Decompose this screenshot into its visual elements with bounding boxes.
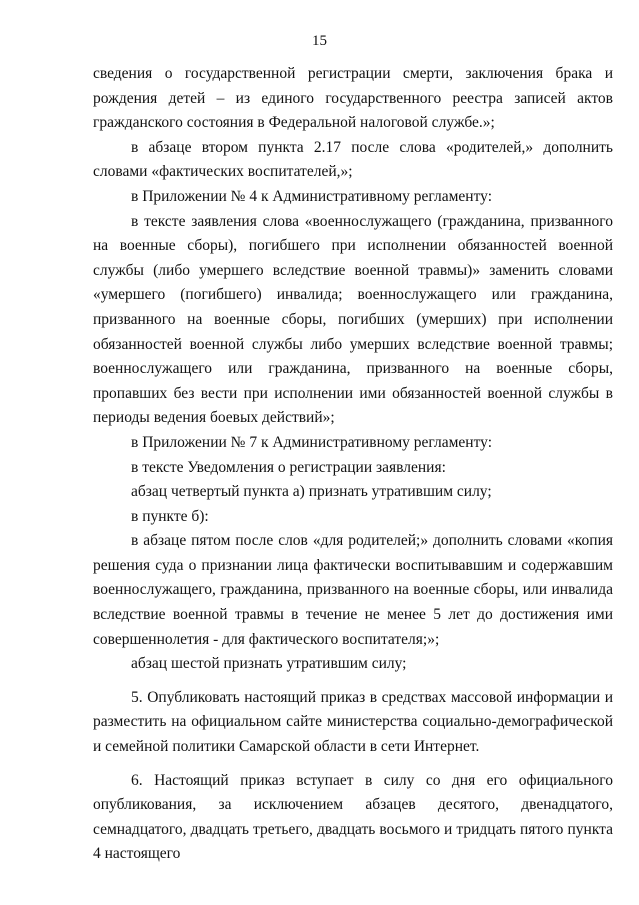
paragraph-appendix-4-application-text: в тексте заявления слова «военнослужащего (гражданина, призванного на военные сборы), погибшего при исполнении обязанностей военной службы (либо умершего вследствие военной травмы)» заменить словами «умершего (погибшего) инвалида; военнослужащего или гражданина, призванного на военные сборы, погибших (умерших) при исполнении обязанностей военной службы либо умерших вследствие военной травмы; военнослужащего или гражданина, призванного на военные сборы, пропавших без вести при исполнении ими обязанностей военной службы в периоды ведения боевых действий»; bbox=[93, 212, 613, 427]
paragraph-appendix-7-heading: в Приложении № 7 к Административному регламенту: bbox=[131, 433, 493, 451]
paragraph-appendix-4-heading: в Приложении № 4 к Административному регламенту: bbox=[131, 187, 493, 205]
page-number: 15 bbox=[312, 33, 327, 49]
paragraph-point-a-repeal: абзац четвертый пункта а) признать утратившим силу; bbox=[131, 483, 492, 501]
paragraph-notification-text: в тексте Уведомления о регистрации заявления: bbox=[131, 458, 446, 476]
paragraph-item-6-entry-into-force: 6. Настоящий приказ вступает в силу со дня его официального опубликования, за исключением абзацев десятого, двенадцатого, семнадцатого, двадцать третьего, двадцать восьмого и тридцать пятого пункта 4 настоящего bbox=[93, 771, 613, 863]
paragraph-item-5-publication: 5. Опубликовать настоящий приказ в средствах массовой информации и разместить на официальном сайте министерства социально-демографической и семейной политики Самарской области в сети Интернет. bbox=[93, 688, 613, 756]
paragraph-point-b-heading: в пункте б): bbox=[131, 507, 209, 525]
document-body bbox=[93, 62, 613, 867]
paragraph-civil-registry-info: сведения о государственной регистрации смерти, заключения брака и рождения детей – из единого государственного реестра записей актов гражданского состояния в Федеральной налоговой службе.»; bbox=[93, 65, 613, 132]
paragraph-point-2-17: в абзаце втором пункта 2.17 после слова «родителей,» дополнить словами «фактических воспитателей,»; bbox=[93, 138, 613, 181]
paragraph-point-b-fifth-paragraph: в абзаце пятом после слов «для родителей;» дополнить словами «копия решения суда о признании лица фактически воспитывавшим и содержавшим военнослужащего, гражданина, призванного на военные сборы, или инвалида вследствие военной травмы в течение не менее 5 лет до достижения ими совершеннолетия - для фактического воспитателя;»; bbox=[93, 532, 613, 648]
paragraph-sixth-paragraph-repeal: абзац шестой признать утратившим силу; bbox=[131, 655, 407, 673]
